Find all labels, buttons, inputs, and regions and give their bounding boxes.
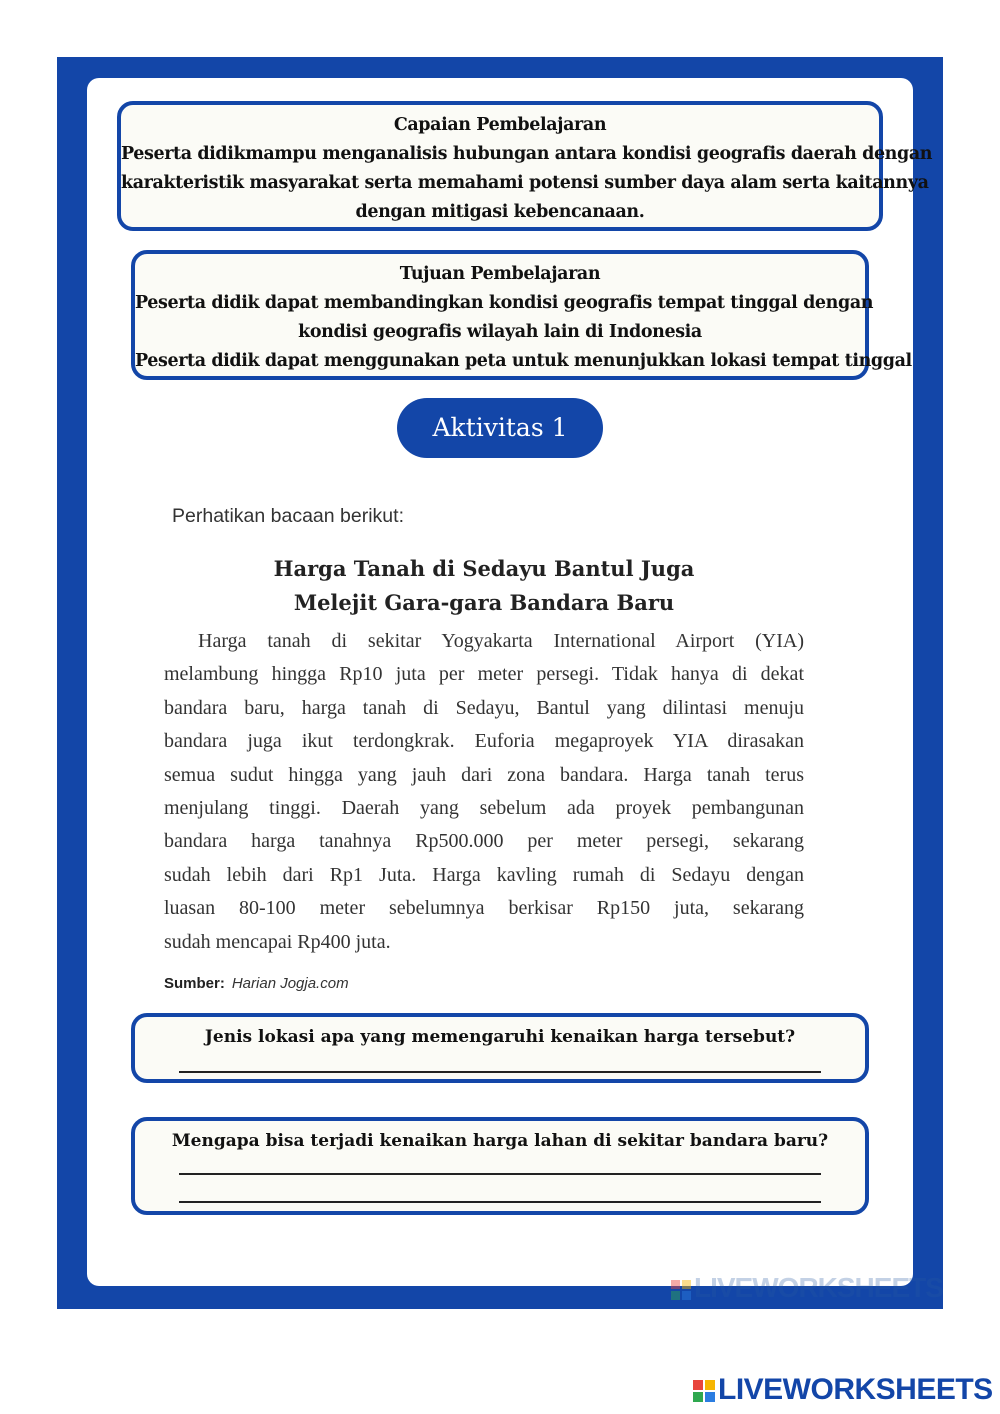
article-line: bandara harga tanahnya Rp500.000 per meter persegi, sekarang xyxy=(164,830,804,853)
tujuan-line: Peserta didik dapat membandingkan kondisi geografis tempat tinggal dengan xyxy=(135,293,874,313)
answer-line[interactable] xyxy=(179,1173,821,1175)
tujuan-title: Tujuan Pembelajaran xyxy=(399,264,601,284)
question-text: Mengapa bisa terjadi kenaikan harga lahan di sekitar bandara baru? xyxy=(171,1131,829,1151)
article-line: Harga tanah di sekitar Yogyakarta International Airport (YIA) xyxy=(198,630,804,652)
article-line: menjulang tinggi. Daerah yang sebelum ada proyek pembangunan xyxy=(164,797,804,820)
capaian-pembelajaran-box xyxy=(117,101,933,231)
article-line: semua sudut hingga yang jauh dari zona bandara. Harga tanah terus xyxy=(164,763,804,786)
article-source xyxy=(164,975,349,992)
liveworksheets-logo-icon xyxy=(693,1380,715,1402)
article-line: luasan 80-100 meter sebelumnya berkisar Rp150 juta, sekarang xyxy=(164,897,804,920)
watermark-faded xyxy=(671,1272,943,1304)
article-line: bandara baru, harga tanah di Sedayu, Bantul yang dilintasi menuju xyxy=(164,696,804,719)
article-headline xyxy=(164,552,804,620)
article-line: melambung hingga Rp10 juta per meter persegi. Tidak hanya di dekat xyxy=(164,663,804,686)
answer-line[interactable] xyxy=(179,1071,821,1073)
intro-text: Perhatikan bacaan berikut: xyxy=(172,505,404,527)
watermark-footer[interactable] xyxy=(693,1373,993,1407)
watermark-text: LIVEWORKSHEETS xyxy=(718,1373,993,1406)
article-line: sudah mencapai Rp400 juta. xyxy=(164,930,391,953)
question-text: Jenis lokasi apa yang memengaruhi kenaikan harga tersebut? xyxy=(204,1027,796,1047)
tujuan-line: Peserta didik dapat menggunakan peta untuk menunjukkan lokasi tempat tinggal xyxy=(135,351,912,371)
tujuan-line: kondisi geografis wilayah lain di Indonesia xyxy=(298,322,702,342)
watermark-text: LIVEWORKSHEETS xyxy=(694,1272,943,1303)
article-line: sudah lebih dari Rp1 Juta. Harga kavling rumah di Sedayu dengan xyxy=(164,863,804,886)
liveworksheets-logo-icon xyxy=(671,1280,691,1300)
article-line: bandara juga ikut terdongkrak. Euforia megaproyek YIA dirasakan xyxy=(164,730,804,753)
capaian-line: karakteristik masyarakat serta memahami potensi sumber daya alam serta kaitannya xyxy=(121,173,929,193)
capaian-title: Capaian Pembelajaran xyxy=(393,115,607,135)
article-body xyxy=(164,625,804,959)
tujuan-pembelajaran-box xyxy=(131,250,912,380)
activity-badge: Aktivitas 1 xyxy=(397,398,603,458)
source-value: Harian Jogja.com xyxy=(231,975,349,992)
capaian-line: Peserta didikmampu menganalisis hubungan antara kondisi geografis daerah dengan xyxy=(121,144,933,164)
source-label: Sumber: xyxy=(164,975,225,992)
capaian-line: dengan mitigasi kebencanaan. xyxy=(355,202,645,222)
headline-line: Melejit Gara-gara Bandara Baru xyxy=(293,590,675,615)
question-box-1 xyxy=(131,1013,869,1083)
answer-line[interactable] xyxy=(179,1201,821,1203)
headline-line: Harga Tanah di Sedayu Bantul Juga xyxy=(273,556,695,581)
question-box-2 xyxy=(131,1117,869,1215)
